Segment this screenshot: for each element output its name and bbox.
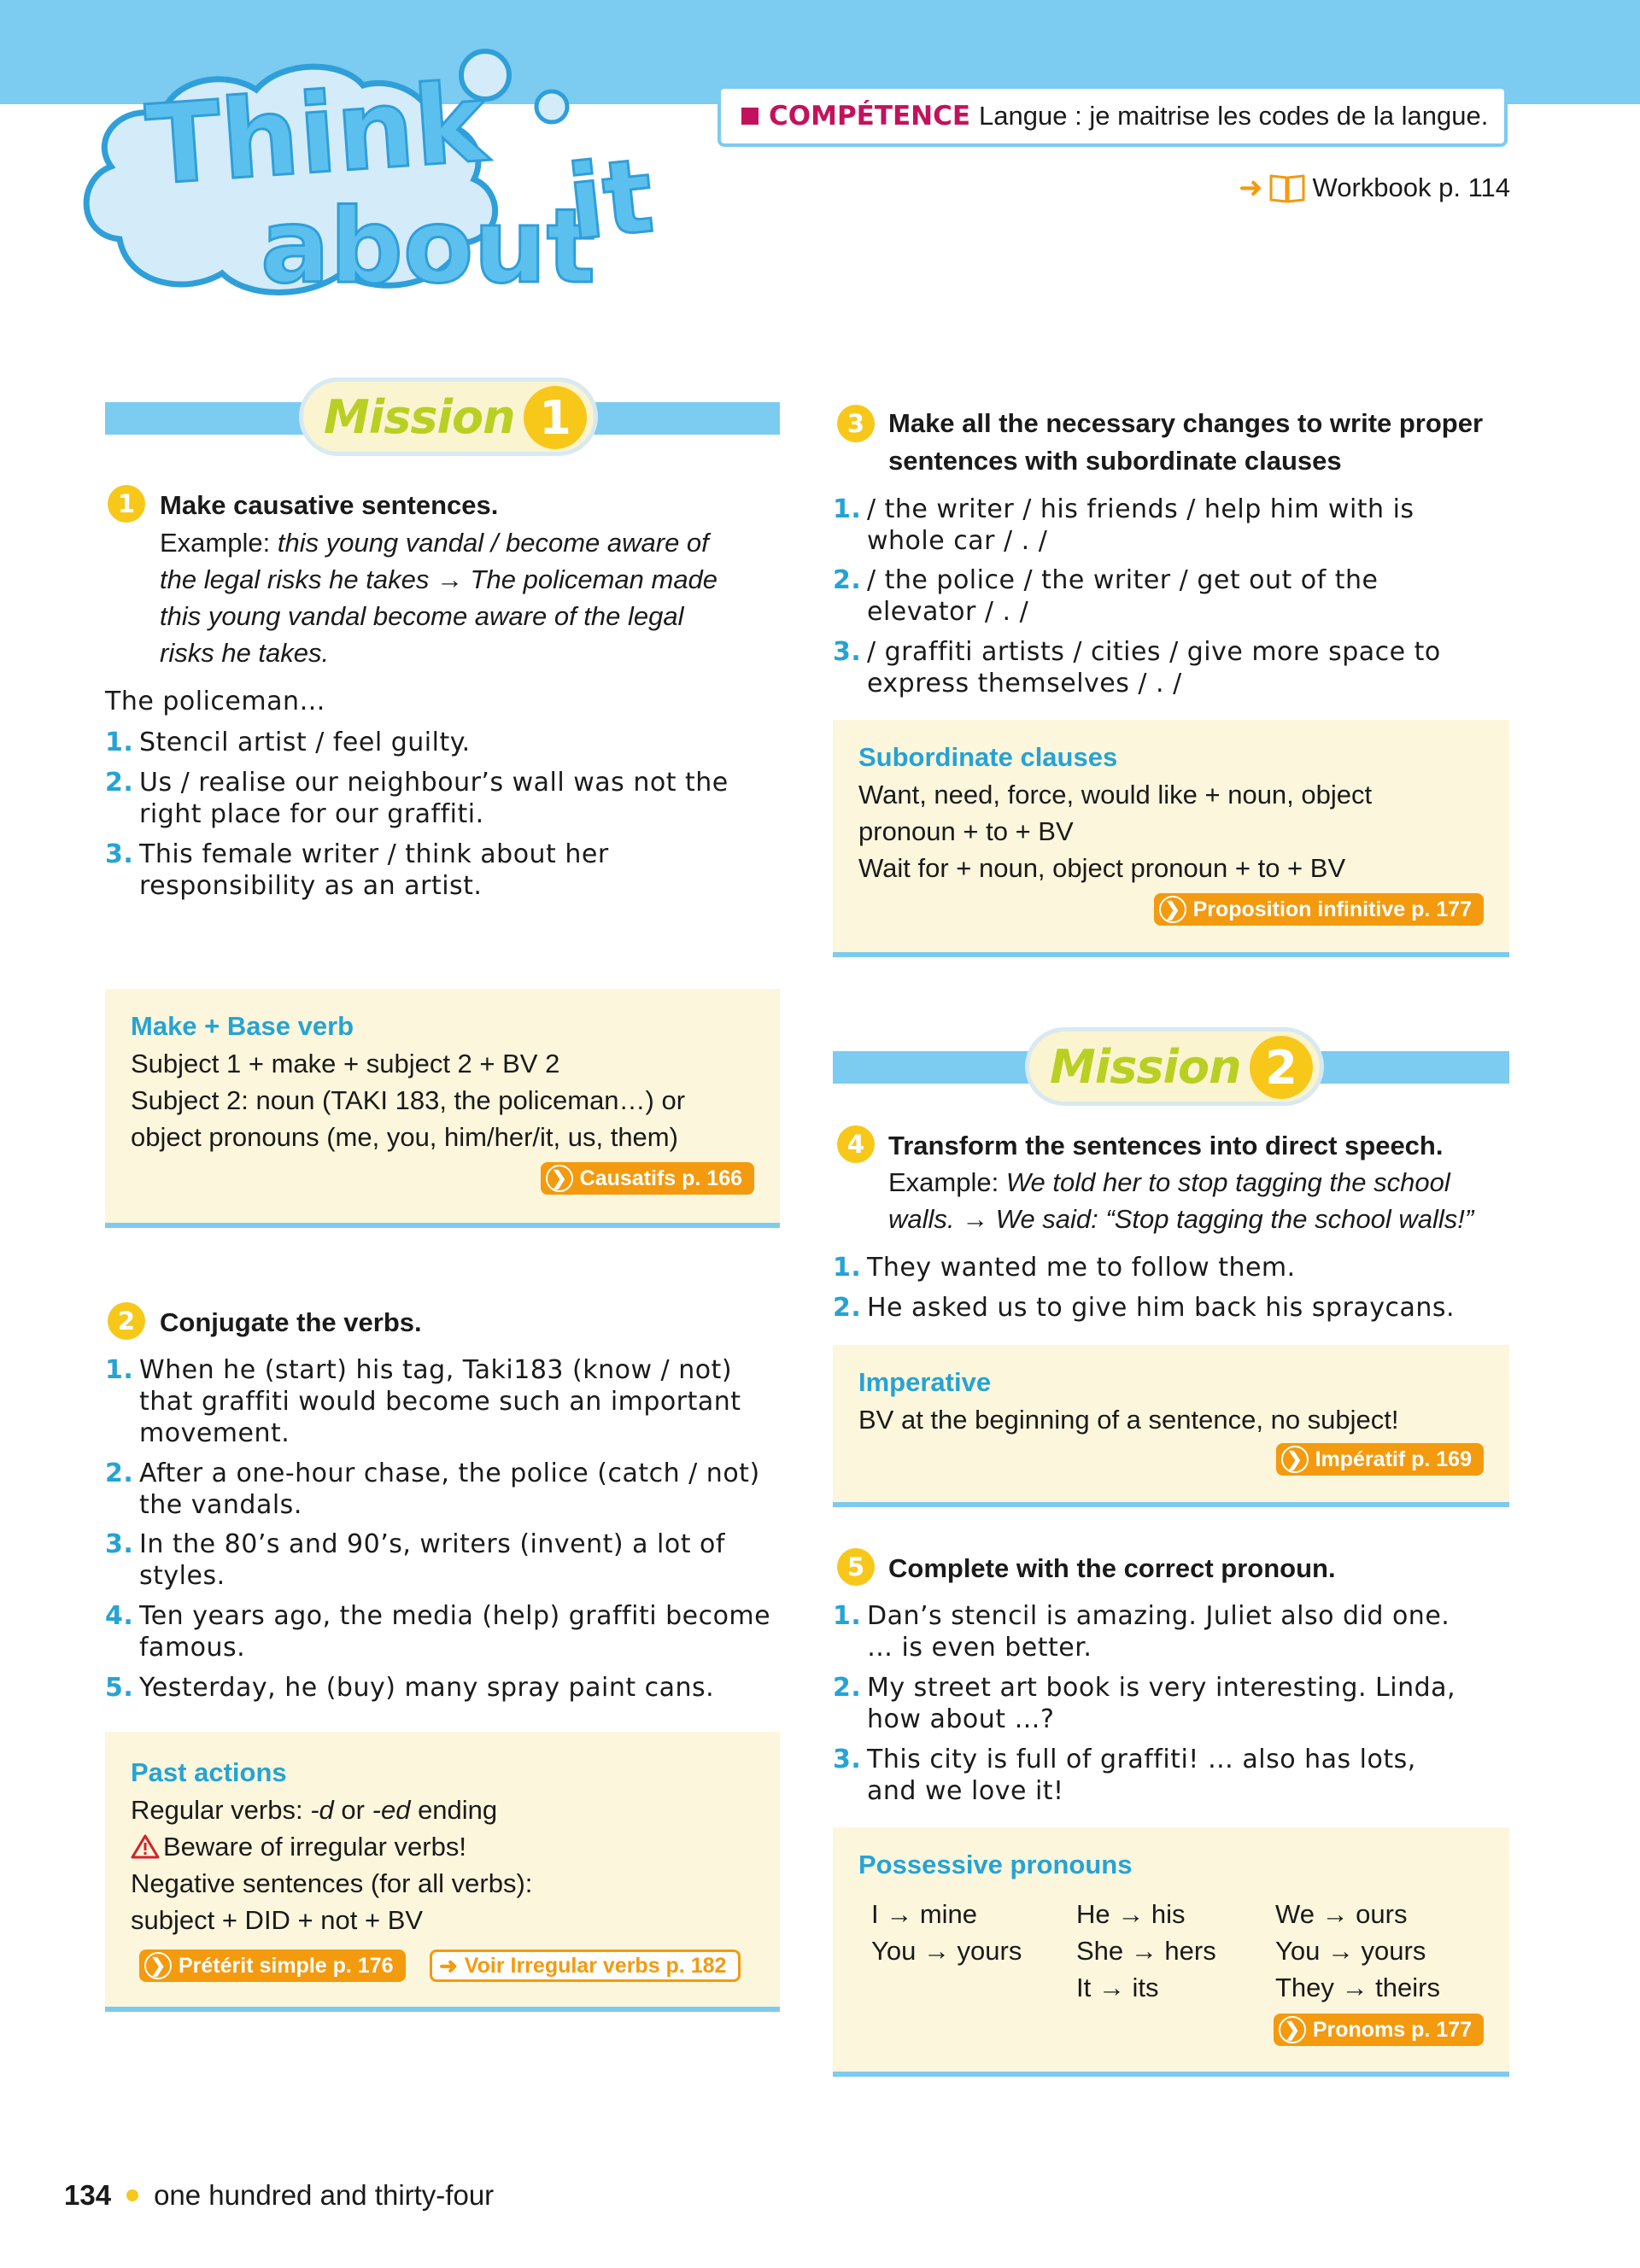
workbook-text: Workbook p. 114 — [1312, 172, 1510, 202]
think-about-it-logo — [60, 43, 692, 324]
question-1-item-1: 1. Stencil artist / feel guilty. — [105, 728, 471, 757]
competence-text: Langue : je maitrise les codes de la langue. — [979, 101, 1489, 131]
pronoun-column-3: We → ours You → yours They → theirs — [1275, 1899, 1440, 2002]
question-1-title: Make causative sentences. — [160, 490, 499, 520]
box-text: Regular verbs: -d or -ed ending Beware of irregular verbs! Negative sentences (for all verbs): subject + DID + not + BV — [131, 1795, 533, 1935]
question-5-item-2: 2. My street art book is very interesting. Linda, how about …? — [833, 1673, 1456, 1734]
chevron-right-icon: ❯ — [546, 1165, 573, 1192]
question-2-number: 2 — [108, 1302, 145, 1340]
warning-icon — [131, 1833, 160, 1859]
question-1-item-3: 3. This female writer / think about her responsibility as an artist. — [105, 839, 609, 901]
grammar-box-possessive — [833, 1827, 1509, 2077]
question-4-title: Transform the sentences into direct speech. — [888, 1131, 1444, 1160]
question-1-example — [160, 524, 775, 671]
logo-word-it: it — [562, 137, 659, 264]
question-2-item-2: 2. After a one-hour chase, the police (catch / not) the vandals. — [105, 1458, 760, 1520]
question-4-number: 4 — [837, 1125, 875, 1163]
mission1-badge — [299, 377, 598, 456]
grammar-box-subordinate — [833, 720, 1509, 957]
grammar-box-make — [105, 989, 780, 1228]
box-title: Make + Base verb — [131, 1011, 354, 1041]
box-text: BV at the beginning of a sentence, no subject! — [858, 1405, 1399, 1435]
pronoun-column-1: I → mine You → yours — [871, 1899, 1022, 1966]
question-3-number: 3 — [837, 405, 875, 442]
grammar-box-past-actions — [105, 1732, 780, 2012]
ref-pronoms-button[interactable]: ❯ Pronoms p. 177 — [1274, 2014, 1484, 2046]
ref-causatifs-button[interactable]: ❯ Causatifs p. 166 — [541, 1162, 754, 1195]
arrow-right-icon: ➜ — [439, 1952, 458, 1979]
question-5-item-3: 3. This city is full of graffiti! … also has lots, and we love it! — [833, 1745, 1416, 1806]
question-4-example: Example: We told her to stop tagging the school walls. → We said: “Stop tagging the school walls!” — [888, 1167, 1474, 1234]
box-title: Subordinate clauses — [858, 742, 1118, 772]
ref-preterit-button[interactable]: ❯ Prétérit simple p. 176 — [139, 1949, 406, 1982]
question-4-item-2: 2. He asked us to give him back his spraycans. — [833, 1293, 1456, 1323]
box-text: Want, need, force, would like + noun, object pronoun + to + BV Wait for + noun, object pronoun + to + BV — [858, 780, 1373, 883]
page-number-words: one hundred and thirty-four — [154, 2179, 495, 2211]
example-line: Example: this young vandal / become aware of — [160, 528, 709, 558]
page-footer — [64, 2179, 494, 2212]
chevron-right-icon: ❯ — [1281, 1446, 1309, 1473]
chevron-right-icon: ❯ — [1279, 2016, 1306, 2043]
example-line: the legal risks he takes → The policeman made — [160, 564, 718, 594]
box-title: Possessive pronouns — [858, 1850, 1133, 1879]
arrow-right-icon: ➜ — [1239, 171, 1263, 205]
mission1-number: 1 — [524, 386, 587, 449]
grammar-box-imperative — [833, 1345, 1509, 1507]
bubble-medium — [536, 91, 567, 122]
box-text: Subject 1 + make + subject 2 + BV 2 Subject 2: noun (TAKI 183, the policeman…) or object pronouns (me, you, him/her/it, us, them) — [131, 1049, 686, 1152]
mission2-badge — [1025, 1027, 1324, 1106]
workbook-reference[interactable] — [1221, 167, 1510, 209]
example-line: risks he takes. — [160, 638, 330, 668]
ref-proposition-infinitive-button[interactable]: ❯ Proposition infinitive p. 177 — [1154, 893, 1484, 926]
question-2-item-4: 4. Ten years ago, the media (help) graffiti become famous. — [105, 1601, 771, 1663]
logo-word-about: about — [261, 188, 596, 307]
question-2-item-1: 1. When he (start) his tag, Taki183 (know / not) that graffiti would become such an important movement. — [105, 1355, 741, 1448]
ref-imperatif-button[interactable]: ❯ Impératif p. 169 — [1276, 1443, 1484, 1476]
logo-word-think: Think — [142, 59, 491, 210]
book-icon — [1268, 172, 1306, 204]
question-3-item-3: 3. / graffiti artists / cities / give more space to express themselves / . / — [833, 637, 1441, 699]
question-2-item-5: 5. Yesterday, he (buy) many spray paint cans. — [105, 1673, 715, 1703]
question-5-item-1: 1. Dan’s stencil is amazing. Juliet also did one. … is even better. — [833, 1601, 1450, 1663]
question-1-lead: The policeman… — [105, 687, 325, 716]
question-3-title: Make all the necessary changes to write proper sentences with subordinate clauses — [888, 408, 1484, 476]
chevron-right-icon: ❯ — [144, 1952, 172, 1979]
question-2-title: Conjugate the verbs. — [160, 1307, 422, 1337]
page-number: 134 — [64, 2179, 112, 2211]
question-3-item-2: 2. / the police / the writer / get out of the elevator / . / — [833, 565, 1379, 627]
pronoun-column-2: He → his She → hers It → its — [1076, 1899, 1216, 2002]
question-4-item-1: 1. They wanted me to follow them. — [833, 1253, 1296, 1283]
magenta-square-icon — [741, 108, 758, 125]
competence-label: COMPÉTENCE — [769, 101, 971, 132]
chevron-right-icon: ❯ — [1159, 896, 1186, 923]
question-3-item-1: 1. / the writer / his friends / help him with is whole car / . / — [833, 494, 1414, 556]
question-5-number: 5 — [837, 1548, 875, 1586]
example-line: this young vandal become aware of the legal — [160, 601, 684, 631]
yellow-dot-icon — [126, 2189, 138, 2201]
mission2-word: Mission — [1050, 1039, 1241, 1094]
mission1-word: Mission — [324, 389, 515, 444]
question-5-title: Complete with the correct pronoun. — [888, 1553, 1336, 1583]
question-2-item-3: 3. In the 80’s and 90’s, writers (invent) a lot of styles. — [105, 1529, 725, 1591]
question-1-number: 1 — [108, 485, 145, 523]
box-title: Past actions — [131, 1757, 287, 1787]
box-title: Imperative — [858, 1367, 992, 1397]
ref-irregular-verbs-button[interactable]: ➜ Voir Irregular verbs p. 182 — [430, 1949, 741, 1982]
question-1-item-2: 2. Us / realise our neighbour’s wall was not the right place for our graffiti. — [105, 768, 729, 829]
mission2-number: 2 — [1250, 1036, 1313, 1099]
competence-box — [718, 85, 1508, 147]
